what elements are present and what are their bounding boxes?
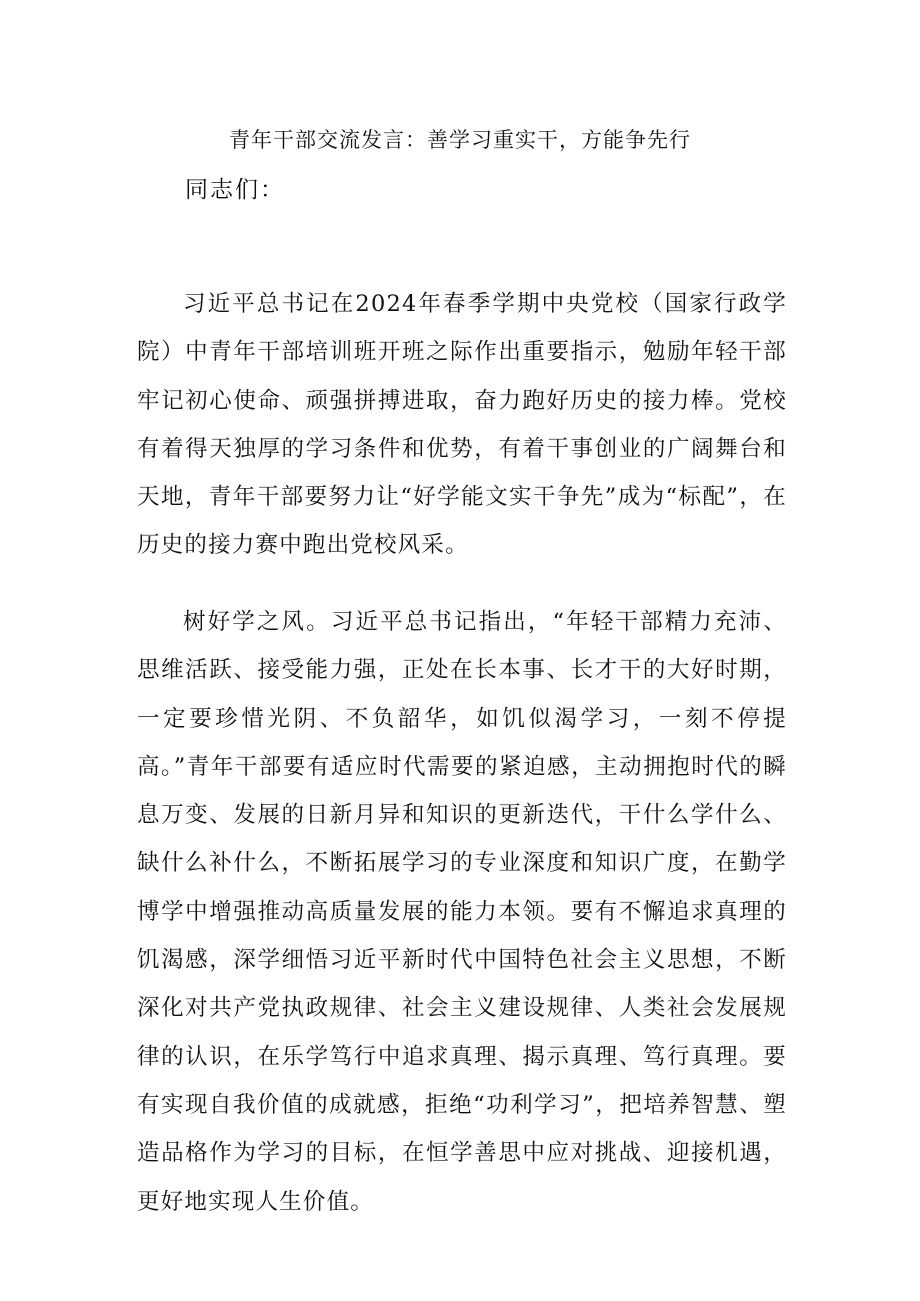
salutation: 同志们：: [185, 177, 285, 203]
paragraph-1: 习近平总书记在2024年春季学期中央党校（国家行政学院）中青年干部培训班开班之际作出重要指示，勉励年轻干部牢记初心使命、顽强拼搏进取，奋力跑好历史的接力棒。党校有着得天独厚的学习条件和优势，有着干事创业的广阔舞台和天地，青年干部要努力让“好学能文实干争先”成为“标配”，在历史的接力赛中跑出党校风采。: [137, 291, 787, 559]
paragraph-2: 树好学之风。习近平总书记指出，“年轻干部精力充沛、思维活跃、接受能力强，正处在长本事、长才干的大好时期，一定要珍惜光阴、不负韶华，如饥似渴学习，一刻不停提高。”青年干部要有适应时代需要的紧迫感，主动拥抱时代的瞬息万变、发展的日新月异和知识的更新迭代，干什么学什么、缺什么补什么，不断拓展学习的专业深度和知识广度，在勤学博学中增强推动高质量发展的能力本领。要有不懈追求真理的饥渴感，深学细悟习近平新时代中国特色社会主义思想，不断深化对共产党执政规律、社会主义建设规律、人类社会发展规律的认识，在乐学笃行中追求真理、揭示真理、笃行真理。要有实现自我价值的成就感，拒绝“功利学习”，把培养智慧、塑造品格作为学习的目标，在恒学善思中应对挑战、迎接机遇，更好地实现人生价值。: [137, 609, 787, 1215]
document-title: 青年干部交流发言：善学习重实干，方能争先行: [229, 128, 691, 152]
